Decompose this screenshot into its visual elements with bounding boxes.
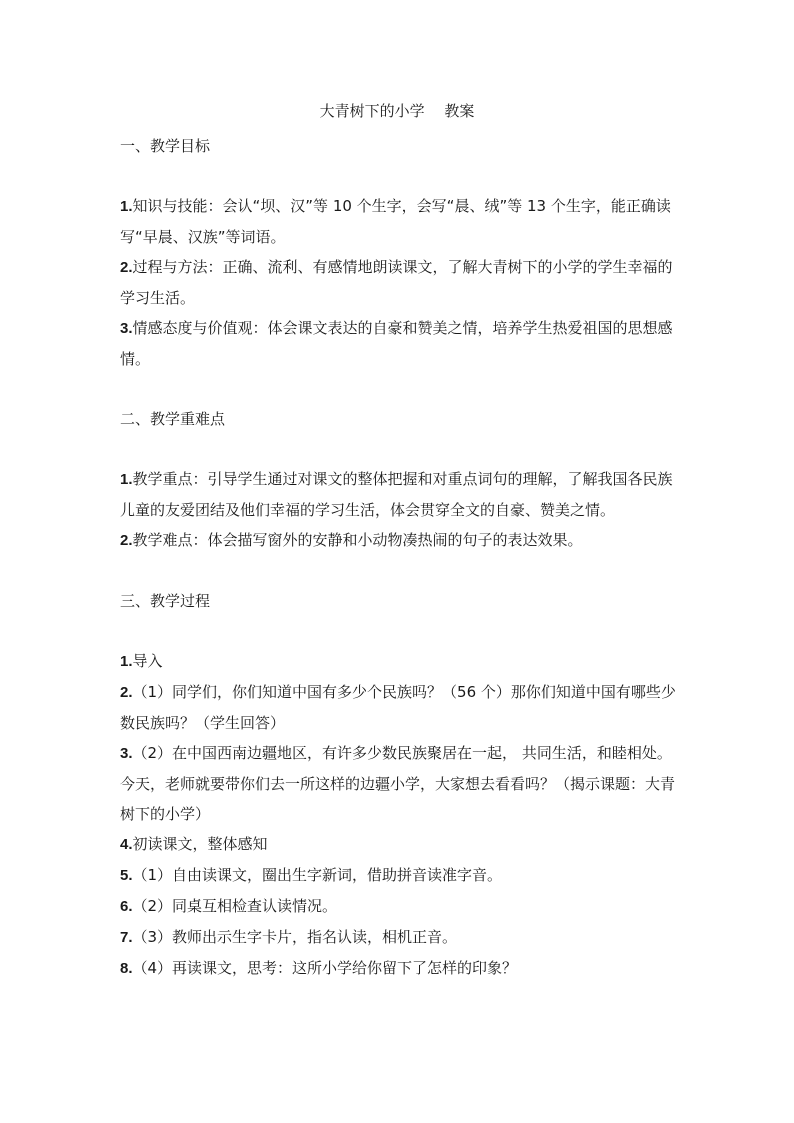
item-text: （1）自由读课文，圈出生字新词，借助拼音读准字音。	[132, 866, 503, 884]
list-item	[120, 891, 680, 922]
list-item	[120, 252, 680, 313]
item-text: 知识与技能：会认“坝、汉”等 10 个生字，会写“晨、绒”等 13 个生字，能正确读写“早晨、汉族”等词语。	[120, 197, 671, 246]
item-number: 4.	[120, 836, 133, 853]
item-number: 7.	[120, 929, 133, 946]
item-number: 1.	[120, 198, 133, 215]
item-text: （4）再读课文，思考：这所小学给你留下了怎样的印象？	[132, 959, 518, 977]
list-item	[120, 191, 680, 252]
item-number: 3.	[120, 320, 133, 337]
item-number: 6.	[120, 898, 133, 915]
item-text: 教学难点：体会描写窗外的安静和小动物凑热闹的句子的表达效果。	[132, 531, 583, 549]
spacer	[120, 616, 680, 646]
item-number: 2.	[120, 684, 133, 701]
item-number: 2.	[120, 259, 133, 276]
item-number: 1.	[120, 471, 133, 488]
list-item	[120, 646, 680, 677]
list-item	[120, 860, 680, 891]
list-item	[120, 525, 680, 556]
section-heading-key-points: 二、教学重难点	[120, 410, 226, 428]
document-title: 大青树下的小学 教案	[319, 102, 475, 120]
list-item	[120, 677, 680, 738]
list-item	[120, 313, 680, 374]
item-number: 3.	[120, 745, 133, 762]
item-text: 教学重点：引导学生通过对课文的整体把握和对重点词句的理解，了解我国各民族儿童的友爱团结及他们幸福的学习生活，体会贯穿全文的自豪、赞美之情。	[120, 470, 673, 519]
item-text: （2）在中国西南边疆地区，有许多少数民族聚居在一起， 共同生活，和睦相处。今天，老师就要带你们去一所这样的边疆小学，大家想去看看吗？（揭示课题：大青树下的小学）	[120, 744, 676, 823]
spacer	[120, 161, 680, 191]
item-text: 导入	[132, 652, 163, 670]
item-text: （3）教师出示生字卡片，指名认读，相机正音。	[132, 928, 458, 946]
spacer	[120, 434, 680, 464]
item-number: 8.	[120, 960, 133, 977]
item-number: 2.	[120, 532, 133, 549]
list-item	[120, 829, 680, 860]
item-text: （2）同桌互相检查认读情况。	[132, 897, 338, 915]
list-item	[120, 922, 680, 953]
spacer	[120, 556, 680, 586]
item-text: （1）同学们，你们知道中国有多少个民族吗？（56 个）那你们知道中国有哪些少数民族吗？（学生回答）	[120, 683, 676, 732]
list-item	[120, 464, 680, 525]
section-heading-process: 三、教学过程	[120, 592, 211, 610]
list-item	[120, 953, 680, 984]
document-body	[120, 131, 680, 984]
item-number: 5.	[120, 867, 133, 884]
item-text: 过程与方法：正确、流利、有感情地朗读课文，了解大青树下的小学的学生幸福的学习生活。	[120, 258, 673, 307]
item-number: 1.	[120, 653, 133, 670]
item-text: 初读课文，整体感知	[132, 835, 268, 853]
section-heading-objectives: 一、教学目标	[120, 137, 211, 155]
list-item	[120, 738, 680, 829]
item-text: 情感态度与价值观：体会课文表达的自豪和赞美之情，培养学生热爱祖国的思想感情。	[120, 319, 673, 368]
spacer	[120, 374, 680, 404]
